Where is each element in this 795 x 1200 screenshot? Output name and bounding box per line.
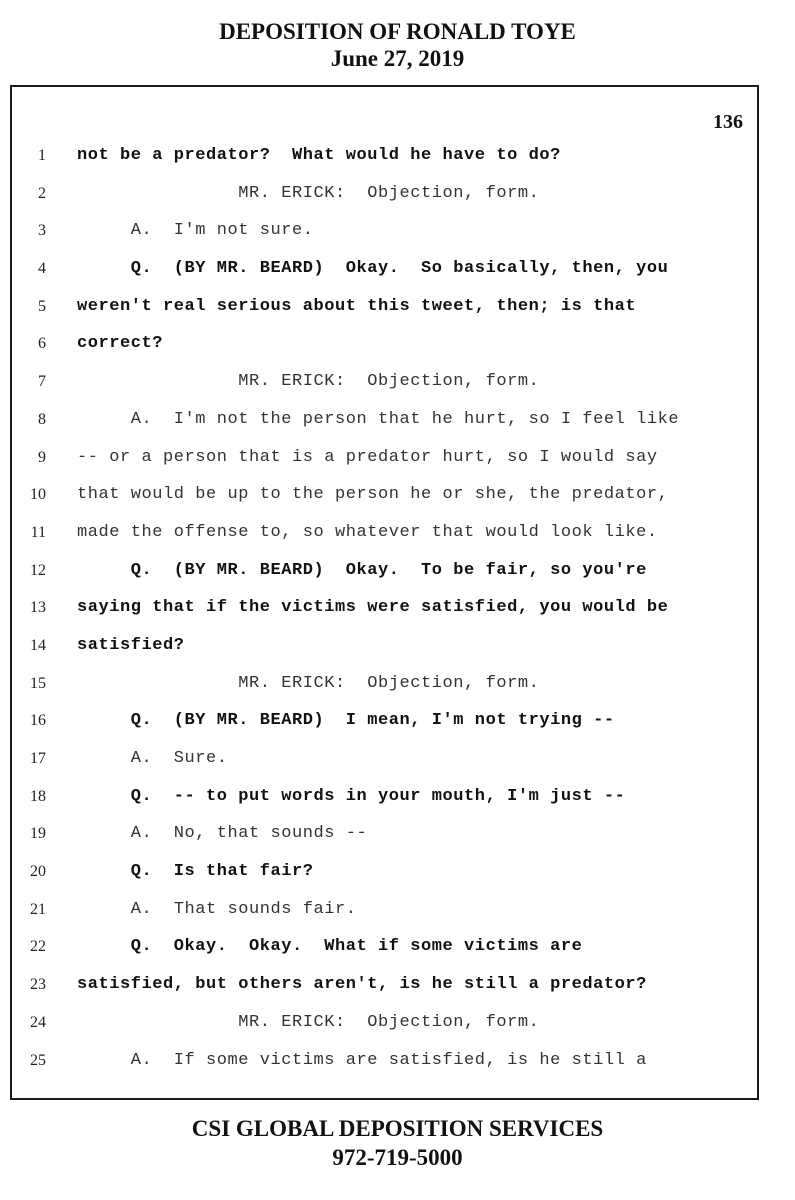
transcript-line [12,859,757,897]
transcript-line [12,520,757,558]
line-text: A. I'm not sure. [77,221,314,241]
transcript-line [12,821,757,859]
line-number: 1 [38,147,46,164]
line-text: correct? [77,334,164,354]
line-number: 8 [38,410,46,428]
line-text: not be a predator? What would he have to do? [77,146,561,165]
transcript-line [12,143,757,181]
line-number: 4 [38,260,46,278]
deposition-title: DEPOSITION OF RONALD TOYE [219,19,576,44]
line-number: 20 [30,863,46,881]
line-text: Q. Is that fair? [77,862,314,882]
line-number: 11 [30,523,46,541]
line-number: 19 [30,825,46,843]
line-text: A. Sure. [77,749,228,768]
transcript-line [12,784,757,822]
transcript-line [12,1010,757,1048]
line-number: 21 [30,900,46,918]
transcript-line [12,595,757,633]
line-number: 3 [38,222,46,240]
line-number: 13 [30,599,46,617]
line-text: made the offense to, so whatever that would look like. [77,522,658,542]
transcript-lines [12,143,757,1085]
line-number: 6 [38,335,46,353]
line-number: 9 [38,448,46,466]
line-text: that would be up to the person he or she, the predator, [77,485,669,505]
document-header [0,18,795,72]
line-number: 23 [30,976,46,994]
line-text: -- or a person that is a predator hurt, so I would say [77,447,658,467]
transcript-line [12,708,757,746]
transcript-line [12,181,757,219]
line-number: 7 [38,373,46,391]
transcript-line [12,1048,757,1086]
transcript-line [12,633,757,671]
line-number: 2 [38,184,46,202]
line-number: 22 [30,938,46,956]
line-number: 10 [30,486,46,504]
document-footer [0,1114,795,1172]
line-text: A. If some victims are satisfied, is he still a [77,1050,647,1070]
line-text: Q. (BY MR. BEARD) I mean, I'm not trying -- [77,711,615,731]
line-text: Q. Okay. Okay. What if some victims are [77,937,583,957]
line-number: 14 [30,636,46,654]
line-number: 18 [30,787,46,805]
transcript-line [12,369,757,407]
transcript-page-frame [10,85,759,1100]
line-number: 15 [30,674,46,692]
transcript-line [12,897,757,935]
line-number: 5 [38,297,46,315]
line-number: 17 [30,750,46,767]
line-text: MR. ERICK: Objection, form. [77,673,540,693]
transcript-line [12,256,757,294]
transcript-line [12,294,757,332]
transcript-line [12,558,757,596]
transcript-line [12,445,757,483]
line-text: weren't real serious about this tweet, then; is that [77,296,637,316]
line-text: MR. ERICK: Objection, form. [77,183,540,203]
line-text: satisfied? [77,635,185,655]
transcript-line [12,407,757,445]
line-text: Q. -- to put words in your mouth, I'm just -- [77,786,626,806]
transcript-line [12,331,757,369]
transcript-line [12,972,757,1010]
line-text: A. No, that sounds -- [77,824,368,844]
line-text: satisfied, but others aren't, is he still a predator? [77,975,647,995]
line-text: A. I'm not the person that he hurt, so I feel like [77,409,680,429]
line-number: 12 [30,561,46,579]
line-text: A. That sounds fair. [77,899,357,919]
line-number: 24 [30,1013,46,1031]
page-number: 136 [713,111,743,133]
transcript-line [12,218,757,256]
transcript-line [12,482,757,520]
deposition-date: June 27, 2019 [330,46,465,71]
transcript-line [12,746,757,784]
line-text: MR. ERICK: Objection, form. [77,1012,540,1032]
line-number: 16 [30,712,46,730]
company-phone: 972-719-5000 [332,1145,463,1170]
line-text: saying that if the victims were satisfied, you would be [77,598,669,618]
line-text: Q. (BY MR. BEARD) Okay. To be fair, so you're [77,560,647,580]
line-number: 25 [30,1051,46,1069]
reporting-company: CSI GLOBAL DEPOSITION SERVICES [191,1116,604,1141]
line-text: Q. (BY MR. BEARD) Okay. So basically, then, you [77,259,669,279]
line-text: MR. ERICK: Objection, form. [77,372,540,392]
transcript-line [12,671,757,709]
transcript-line [12,934,757,972]
